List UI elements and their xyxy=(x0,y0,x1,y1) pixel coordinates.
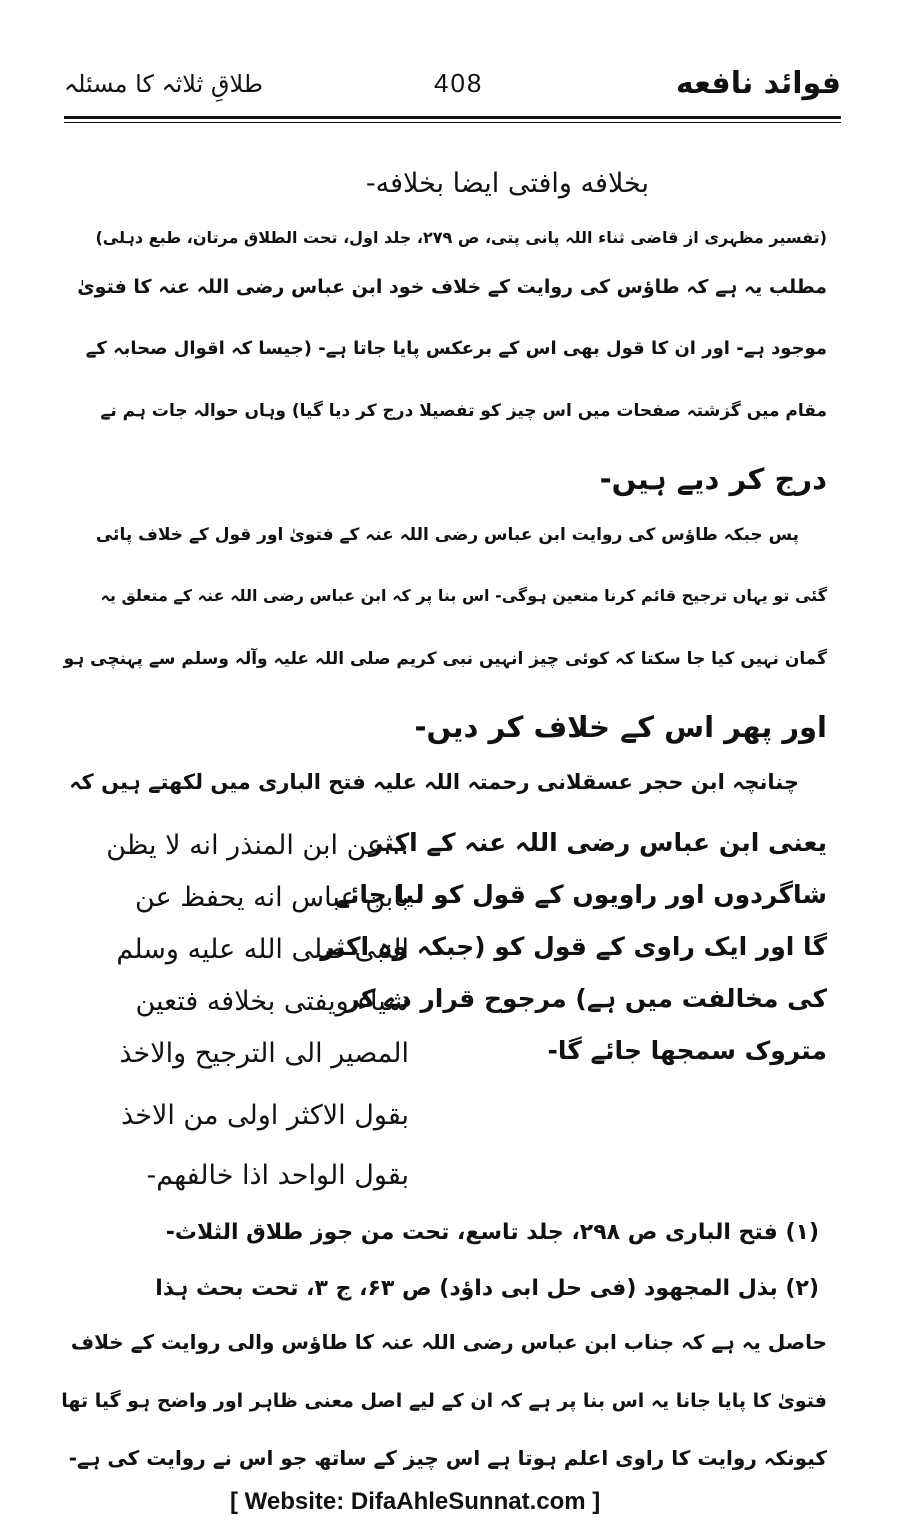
chapter-title: طلاقِ ثلاثہ کا مسئلہ xyxy=(64,70,263,98)
arabic-opening-line: بخلافه وافتی ایضا بخلافه- xyxy=(365,168,649,199)
translation-line-2: شاگردوں اور راویوں کے قول کو لیا جائے xyxy=(335,880,827,909)
paragraph-1-line-3: مقام میں گزشتہ صفحات میں اس چیز کو تفصیلا درج کر دیا گیا) وہاں حوالہ جات ہم نے xyxy=(100,401,827,421)
paragraph-1-line-4: درج کر دیے ہیں- xyxy=(599,462,827,496)
page-header xyxy=(64,58,841,118)
paragraph-4-line-2: فتویٰ کا پایا جانا یہ اس بنا پر ہے کہ ان کے لیے اصل معنی ظاہر اور واضح ہو گیا تھا xyxy=(61,1390,827,1412)
translation-line-1: یعنی ابن عباس رضی اللہ عنہ کے اکثر xyxy=(368,828,827,857)
arabic-quote-line-6: بقول الاکثر اولی من الاخذ xyxy=(121,1100,409,1131)
arabic-quote-line-5: المصیر الی الترجیح والاخذ xyxy=(119,1038,409,1069)
translation-line-5: متروک سمجھا جائے گا- xyxy=(547,1036,827,1065)
footnote-1: (۱) فتح الباری ص ۲۹۸، جلد تاسع، تحت من جوز طلاق الثلاث- xyxy=(165,1220,819,1245)
arabic-quote-line-7: بقول الواحد اذا خالفهم- xyxy=(146,1160,409,1191)
arabic-quote-line-3: النبی صلی الله علیه وسلم xyxy=(116,934,409,965)
footnote-2: (۲) بذل المجهود (فی حل ابی داؤد) ص ۶۳، ج ۳، تحت بحث ہذا xyxy=(155,1276,819,1301)
book-title: فوائد نافعه xyxy=(675,66,841,101)
header-rule xyxy=(64,116,841,119)
reference-tafsir-mazhari: (تفسیر مظہری از قاضی ثناء اللہ پانی پتی، ص ۲۷۹، جلد اول، تحت الطلاق مرتان، طبع دہلی) xyxy=(95,228,827,247)
arabic-quote-line-4: شیاء ویفتی بخلافه فتعین xyxy=(135,986,409,1017)
paragraph-1-line-1: مطلب یہ ہے کہ طاؤس کی روایت کے خلاف خود ابن عباس رضی اللہ عنہ کا فتویٰ xyxy=(77,276,827,298)
arabic-quote-line-1: ...عن ابن المنذر انه لا یظن xyxy=(106,830,409,861)
paragraph-2-line-3: گمان نہیں کیا جا سکتا کہ کوئی چیز انہیں نبی کریم صلی اللہ علیہ وآلہ وسلم سے پہنچی ہو xyxy=(63,649,827,669)
paragraph-2-line-1: پس جبکہ طاؤس کی روایت ابن عباس رضی اللہ عنہ کے فتویٰ اور قول کے خلاف پائی xyxy=(95,525,799,545)
paragraph-2-line-2: گئی تو یہاں ترجیح قائم کرنا متعین ہوگی- اس بنا پر کہ ابن عباس رضی اللہ عنہ کے متعلق یہ xyxy=(100,586,827,605)
arabic-quote-line-2: بابن عباس انه یحفظ عن xyxy=(135,882,409,913)
page-number: 408 xyxy=(434,68,484,98)
paragraph-3: چنانچہ ابن حجر عسقلانی رحمتہ اللہ علیہ فتح الباری میں لکھتے ہیں کہ xyxy=(69,770,799,794)
paragraph-4-line-3: کیونکہ روایت کا راوی اعلم ہوتا ہے اس چیز کے ساتھ جو اس نے روایت کی ہے- xyxy=(68,1446,827,1470)
paragraph-2-line-4: اور پھر اس کے خلاف کر دیں- xyxy=(414,710,827,744)
header-rule-thin xyxy=(64,122,841,123)
paragraph-4-line-1: حاصل یہ ہے کہ جناب ابن عباس رضی اللہ عنہ کا طاؤس والی روایت کے خلاف xyxy=(70,1330,827,1354)
website-footer: [ Website: DifaAhleSunnat.com ] xyxy=(230,1488,601,1515)
translation-line-4: کی مخالفت میں ہے) مرجوح قرار دے کر xyxy=(345,984,827,1013)
paragraph-1-line-2: موجود ہے- اور ان کا قول بھی اس کے برعکس پایا جاتا ہے- (جیسا کہ اقوال صحابہ کے xyxy=(85,338,827,359)
translation-line-3: گا اور ایک راوی کے قول کو (جبکہ وہ اکثر xyxy=(320,932,827,961)
